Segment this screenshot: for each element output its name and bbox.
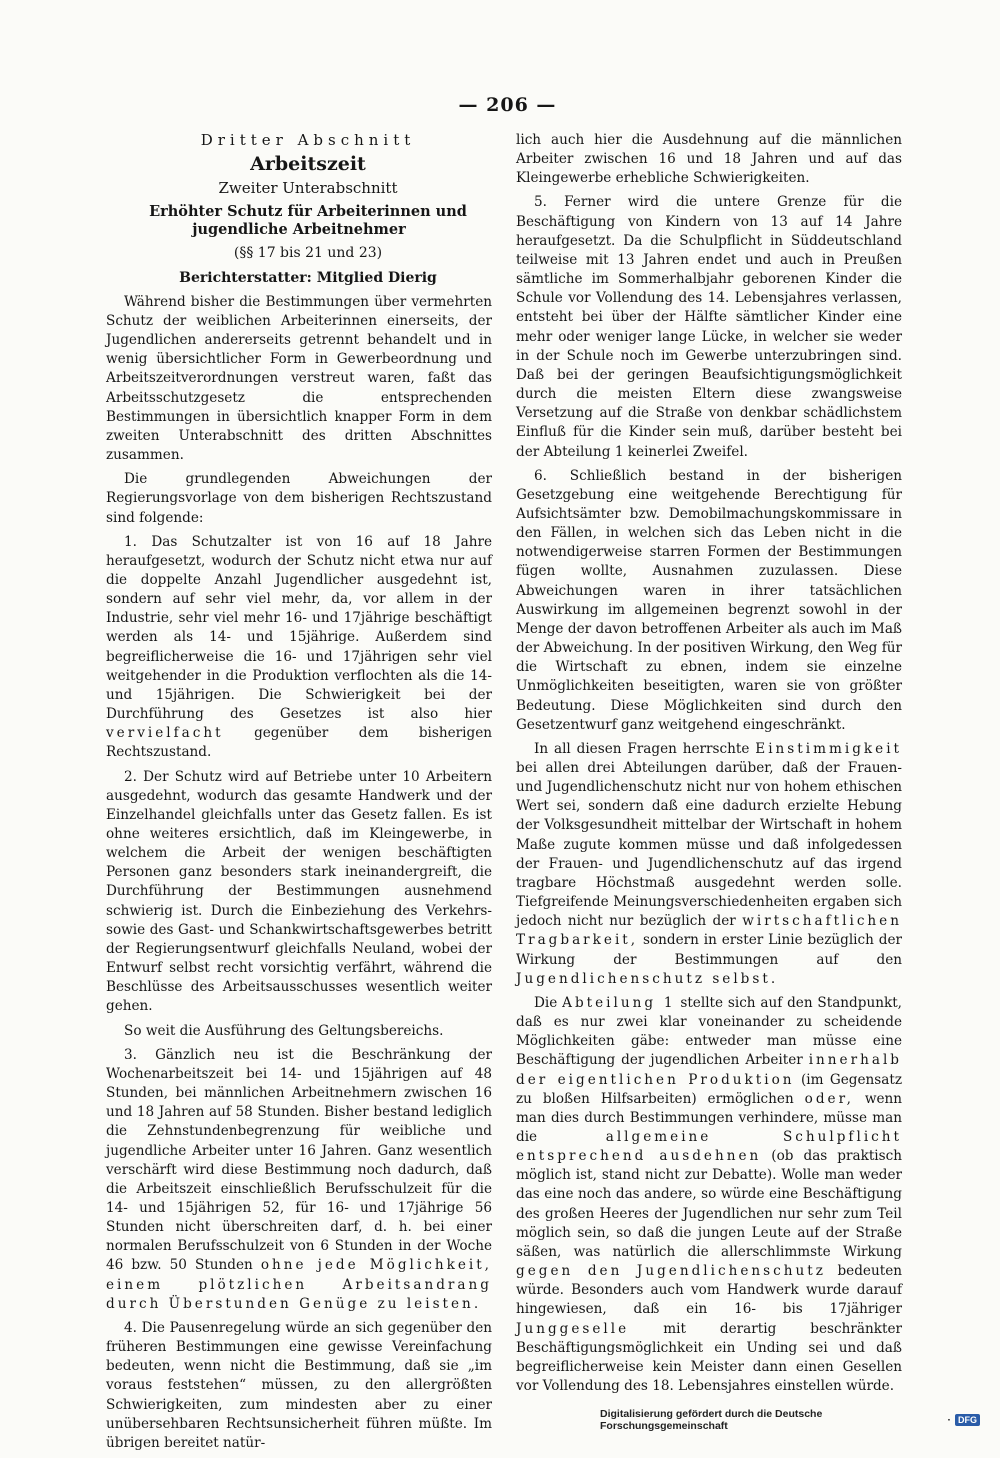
footer-separator: · [947,1414,951,1426]
text-run: gegenüber dem bisherigen Rechtszustand. [106,725,493,761]
text-run: 3. Gänzlich neu ist die Beschränkung der Wochenarbeitszeit bei 14- und 15jährigen auf 48 Stunden, bei männlichen Arbeitnehmern zwischen 16 und 18 Jahren auf 58 Stunden. Bisher bestand lediglich die Zehnstundenbegrenzung für weibliche und jugendliche Arbeiter unter 16 Jahren. Ganz wesentlich verschärft wird diese Bestimmung noch dadurch, daß die Arbeitszeit einschließlich Berufsschulzeit für die 14- und 15jährigen 52, für 16- und 17jährige 56 Stunden nicht überschreiten darf, d. h. bei einer normalen Berufsschulzeit von 6 Stunden in der Woche 46 bzw. 50 Stunden [106,1046,492,1274]
body-paragraph: Die grundlegenden Abweichungen der Regierungsvorlage von dem bisherigen Rechtszustand sind folgende: [106,471,492,526]
section-heading: Dritter Abschnitt [200,131,416,149]
page-number: — 206 — [458,94,557,116]
spaced-emphasis: vervielfacht [106,725,224,742]
text-run: (ob das praktisch möglich ist, stand nicht zur Debatte). Wolle man weder das eine noch das andere, so würde eine Beschäftigung des großen Heeres der Jugendlichen nur sehr zum Teil möglich sein, so daß die jungen Leute auf der Straße säßen, was natürlich die allerschlimmste Wirkung [516,1148,902,1260]
text-run: In all diesen Fragen herrschte [534,740,750,757]
spaced-emphasis: Einstimmigkeit [755,740,902,757]
body-paragraph [516,994,902,1396]
spaced-emphasis: oder, [804,1090,854,1107]
body-paragraph: 4. Die Pausenregelung würde an sich gegenüber den früheren Bestimmungen eine gewisse Vereinfachung bedeuten, wenn nicht die Bestimmung, daß sie „im voraus feststehen“ müssen, zu den allergrößten Schwierigkeiten, zum mindesten aber zu einer unübersehbaren Rechtsunsicherheit führen müßte. Im übrigen bereitet natür- [106,1319,492,1451]
body-paragraph [106,533,492,763]
spaced-emphasis: ohne jede Möglichkeit, einem plötzlichen Arbeitsandrang durch Überstunden Genüge zu leisten. [106,1257,492,1312]
footer-credit: Digitalisierung gefördert durch die Deutsche Forschungsgemeinschaft [600,1408,823,1432]
text-run: stellte sich auf den Standpunkt, daß es nur zwei klar voneinander zu scheidende Möglichkeiten gäbe: entweder man müsse eine Beschäftigung der jugendlichen Arbeiter [516,994,902,1069]
digitization-footer [600,1408,980,1432]
body-paragraph: 5. Ferner wird die untere Grenze für die Beschäftigung von Kindern von 13 auf 14 Jahre heraufgesetzt. Da die Schulpflicht in Süddeutschland teilweise mit 13 Jahren endet und auch in Preußen sämtliche im Sommerhalbjahr geborenen Kinder die Schule vor Vollendung des 14. Lebensjahres verlassen, entsteht bei über der Hälfte sämtlicher Kinder eine mehr oder weniger lange Lücke, in welcher sie weder in der Schule noch im Gewerbe unterzubringen sind. Daß bei der geringen Beaufsichtigungsmöglichkeit durch die meisten Eltern diese zwangsweise Versetzung auf die Straße von denkbar schädlichstem Einfluß für die Kinder sein muß, darüber besteht bei der Abteilung 1 keinerlei Zweifel. [516,194,902,460]
spaced-emphasis: Junggeselle [516,1320,630,1337]
dfg-logo: DFG [955,1414,980,1426]
body-paragraph [106,1046,492,1314]
body-paragraph: Während bisher die Bestimmungen über vermehrten Schutz der weiblichen Arbeiterinnen einerseits, der Jugendlichen andererseits getrennt behandelt und in wenig übersichtlicher Form in Gewerbeordnung und Arbeitszeitverordnungen verstreut waren, faßt das Arbeitsschutzgesetz die entsprechenden Bestimmungen in übersichtlich knapper Form in dem zweiten Unterabschnitt des dritten Abschnittes zusammen. [106,293,492,464]
rapporteur-line: Berichterstatter: Mitglied Dierig [179,269,437,286]
chapter-title: Arbeitszeit [250,153,366,176]
right-column [516,131,902,1401]
spaced-emphasis: allgemeine Schulpflicht entsprechend ausdehnen [516,1128,902,1165]
text-run: (im Gegensatz zu bloßen Hilfsarbeiten) ermöglichen [516,1071,902,1107]
text-run: bedeuten würde. Besonders auch vom Handwerk wurde darauf hingewiesen, daß ein 16- bis 17jähriger [516,1263,902,1318]
body-paragraph [516,740,902,989]
text-run: bei allen drei Abteilungen darüber, daß der Frauen- und Jugendlichenschutz nicht nur von hohem ethischen Wert sei, sondern daß eine dadurch erzielte Hebung der Volksgesundheit mittelbar der Wirtschaft in hohem Maße zugute kommen müsse und daß infolgedessen der Frauen- und Jugendlichenschutz auf das irgend tragbare Höchstmaß ausgedehnt werden solle. Tiefgreifende Meinungsverschiedenheiten ergaben sich jedoch nicht nur bezüglich der [516,760,902,930]
text-run: wenn man dies durch Bestimmungen verhindere, müsse man die [516,1090,903,1145]
text-run: 1. Das Schutzalter ist von 16 auf 18 Jahre heraufgesetzt, wodurch der Schutz nicht etwa nur auf die doppelte Anzahl Jugendlicher ausgedehnt ist, sondern auf sehr viel mehr, da, vor allem in der Industrie, sehr viel mehr 16- und 17jährige beschäftigt werden als 14- und 15jährige. Außerdem sind begreiflicherweise die 16- und 17jährigen sehr viel weitgehender in die Produktion verflochten als die 14- und 15jährigen. Die Schwierigkeit bei der Durchführung des Gesetzes ist also hier [106,533,492,723]
subsection-heading: Zweiter Unterabschnitt [218,179,398,198]
left-column [106,131,492,1458]
text-run: mit derartig beschränkter Beschäftigungsmöglichkeit ein Unding sei und daß begreiflicherweise kein Meister dann einen Gesellen vor Vollendung des 18. Lebensjahres einstellen würde. [516,1320,902,1394]
spaced-emphasis: innerhalb der eigentlichen Produktion [516,1052,902,1088]
paragraph-reference: (§§ 17 bis 21 und 23) [233,245,383,262]
spaced-emphasis: Jugendlichenschutz selbst. [516,970,779,987]
spaced-emphasis: gegen den Jugendlichenschutz [516,1263,826,1280]
spaced-emphasis: wirtschaftlichen Tragbarkeit, [516,913,902,949]
text-run: Die [534,994,558,1011]
body-paragraph: So weit die Ausführung des Geltungsbereichs. [124,1022,444,1039]
body-paragraph: 2. Der Schutz wird auf Betriebe unter 10 Arbeitern ausgedehnt, wodurch das gesamte Handwerk und der Einzelhandel gleichfalls unter das Gesetz fallen. Es ist ohne weiteres ersichtlich, daß im Kleingewerbe, in welchem die Arbeit der wenigen beschäftigten Personen ganz besonders stark ineinandergreift, die Durchführung der Bestimmungen ausnehmend schwierig ist. Durch die Einbeziehung des Verkehrs- sowie des Gast- und Schankwirtschaftsgewerbes betritt der Regierungsentwurf gleichfalls Neuland, wobei der Entwurf selbst recht vorsichtig verfährt, während die Beschlüsse des Arbeitsausschusses wesentlich weiter gehen. [106,768,492,1015]
body-paragraph: 6. Schließlich bestand in der bisherigen Gesetzgebung eine weitgehende Berechtigung für Aufsichtsämter bzw. Demobilmachungskommissare in den Fällen, in welchen sich das Leben nicht in die notwendigerweise starren Formen der Bestimmungen fügen wollte, Ausnahmen zuzulassen. Diese Abweichungen waren in ihrer tatsächlichen Auswirkung im allgemeinen begrenzt sowohl in der Menge der davon betroffenen Arbeiter als auch im Maß der Abweichung. In der positiven Wirkung, den Weg für die Wirtschaft zu ebnen, indem sie einzelne Unmöglichkeiten beseitigten, waren sie von größter Bedeutung. Diese Möglichkeiten sind durch den Gesetzentwurf ganz weitgehend eingeschränkt. [516,467,902,733]
subsection-title: Erhöhter Schutz für Arbeiterinnen und jugendliche Arbeitnehmer [149,203,467,239]
text-run: sondern in erster Linie bezüglich der Wirkung der Bestimmungen auf den [516,932,903,968]
body-paragraph: lich auch hier die Ausdehnung auf die männlichen Arbeiter zwischen 16 und 18 Jahren und auf das Kleingewerbe erhebliche Schwierigkeiten. [516,132,902,187]
spaced-emphasis: Abteilung 1 [562,994,676,1011]
